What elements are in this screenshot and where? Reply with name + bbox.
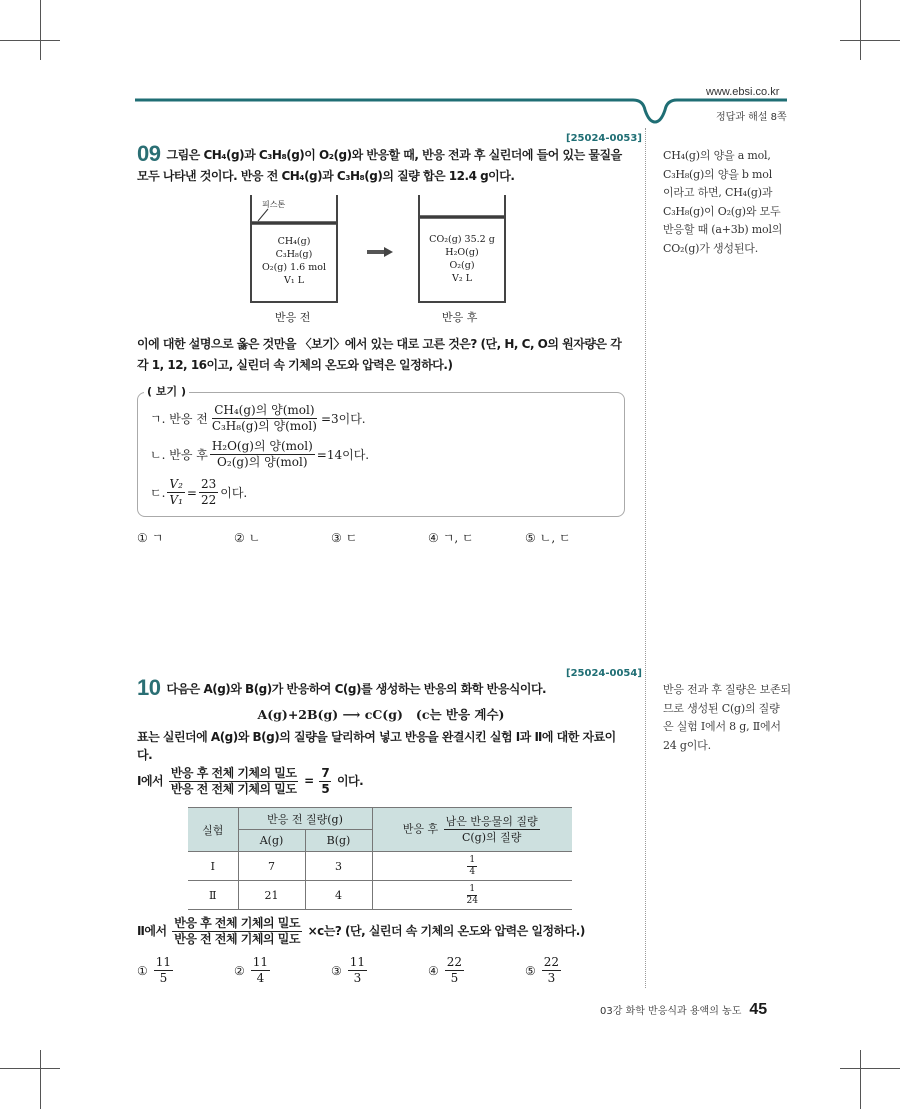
fraction [210,439,315,470]
page-number: 45 [749,1001,768,1018]
piston-pointer [256,207,270,223]
choice-4[interactable] [428,955,525,986]
equals: = [304,774,314,788]
answer-choices-9 [137,529,625,546]
caption-before: 반응 전 [275,311,311,324]
crop-mark [40,1050,41,1109]
question-code: [25024-0054] [566,668,642,679]
answer-reference: 정답과 해설 8쪽 [716,112,787,123]
question-number: 10 [137,675,161,700]
numerator: 22 [446,955,463,969]
cell-ratio [372,881,572,910]
question-10 [137,677,625,986]
site-url: www.ebsi.co.kr [706,86,780,98]
numerator: V₂ [169,477,183,491]
choice-3[interactable] [331,955,428,986]
denominator: 5 [159,971,168,985]
denominator: C(g)의 질량 [461,831,522,844]
denominator: V₁ [169,493,183,507]
hint-line: CH₄(g)의 양을 a mol, [663,149,771,162]
denominator: 5 [321,782,330,796]
choice-4[interactable] [428,529,525,546]
fraction [210,403,319,434]
question-9 [137,143,625,546]
numerator: 7 [321,766,330,780]
prompt-prefix: Ⅱ에서 [137,924,167,938]
denominator: O₂(g)의 양(mol) [217,455,308,469]
hint-10 [663,681,793,755]
cell-b: 3 [305,852,372,881]
numerator: 반응 후 전체 기체의 밀도 [174,916,300,930]
numerator: 22 [543,955,560,969]
denominator: 3 [547,971,556,985]
denominator: 반응 전 전체 기체의 밀도 [174,932,300,946]
species: CO₂(g) 35.2 g [429,234,495,245]
arrow-icon [367,247,393,257]
choice-mark: ③ [331,530,342,545]
hint-line: CO₂(g)가 생성된다. [663,241,758,255]
question-9-prompt [137,334,625,376]
species: O₂(g) 1.6 mol [261,262,326,273]
hint-9 [663,147,793,258]
cell-experiment: Ⅱ [188,881,238,910]
prompt-suffix: ×c는? (단, 실린더 속 기체의 온도와 압력은 일정하다.) [307,924,585,938]
header-mass-before: 반응 전 질량(g) [238,808,372,830]
fraction [154,955,173,986]
piston [420,215,504,219]
fraction [169,766,299,797]
stem-line: 그림은 CH₄(g)과 C₃H₈(g)이 O₂(g)와 반응할 때, 반응 전과 후 실린더에 들어 있는 물질을 [166,148,622,162]
denominator: 5 [450,971,459,985]
choice-5[interactable] [525,955,622,986]
numerator: 11 [252,955,269,969]
fraction [542,955,561,986]
question-10-prompt [137,916,625,947]
volume: V₂ L [452,273,472,284]
numerator: H₂O(g)의 양(mol) [211,439,313,453]
species: CH₄(g) [277,236,311,247]
crop-mark [860,0,861,60]
bogi-box [137,385,625,517]
species: H₂O(g) [445,247,479,258]
crop-mark [40,0,41,60]
fraction [172,916,302,947]
numerator: 11 [155,955,172,969]
crop-mark [0,40,60,41]
cylinder-diagram [250,195,495,330]
denominator: 4 [256,971,265,985]
fraction [199,477,218,508]
question-9-stem [137,143,625,187]
hint-line: 24 g이다. [663,738,711,752]
prompt-line: 이에 대한 설명으로 옳은 것만을 〈보기〉에서 있는 대로 고른 것은? (단, H, C, O의 원자량은 각각 1, 12, [137,337,622,372]
cell-experiment: Ⅰ [188,852,238,881]
equals: = [186,485,197,500]
fraction [465,884,480,907]
bogi-item-2 [150,439,369,470]
choice-text: ㄱ, ㄷ [442,531,474,545]
footer [600,1001,767,1019]
choice-1[interactable] [137,529,234,546]
choice-text: ㄴ [248,531,261,545]
header-b: B(g) [305,830,372,852]
numerator: 남은 반응물의 질량 [445,815,538,828]
table-row [188,852,572,881]
species: C₃H₈(g) [275,249,313,260]
margin-divider [645,128,646,988]
choice-mark: ④ [428,530,439,545]
denominator: 22 [200,493,217,507]
fraction [319,766,331,797]
fraction [467,855,477,878]
denominator: 24 [466,895,478,906]
numerator: 1 [469,883,476,894]
choice-mark: ② [234,530,245,545]
choice-2[interactable] [234,955,331,986]
numerator: 11 [349,955,366,969]
chapter-title: 03강 화학 반응식과 용액의 농도 [600,1006,742,1017]
cell-a: 21 [238,881,305,910]
numerator: 1 [469,854,476,865]
table-row [188,881,572,910]
cell-ratio [372,852,572,881]
bogi-title-text: 보기 [155,385,178,398]
cell-a: 7 [238,852,305,881]
numerator: 반응 후 전체 기체의 밀도 [170,766,297,780]
item-suffix: =3이다. [320,412,366,426]
cond-suffix: 이다. [336,774,364,788]
header-after-label: 반응 후 [402,822,439,836]
item-prefix: ㄷ. [150,486,166,500]
hint-line: 반응 전과 후 질량은 보존되 [663,683,791,696]
choice-mark: ⑤ [525,530,536,545]
header-rule [135,96,787,126]
bogi-item-1 [150,403,366,434]
header-a: A(g) [238,830,305,852]
item-prefix: ㄱ. 반응 전 [150,412,208,426]
experiment-table [188,807,572,910]
choice-mark: ① [137,963,148,978]
choice-1[interactable] [137,955,234,986]
stem-line: 모두 나타낸 것이다. 반응 전 CH₄(g)과 C₃H₈(g)의 질량 합은 12.4 g이다. [137,169,515,183]
caption-after: 반응 후 [442,311,478,324]
hint-line: C₃H₈(g)의 양을 b mol [663,167,773,181]
choice-5[interactable] [525,529,622,546]
choice-text: ㄱ [151,531,164,545]
header-experiment: 실험 [188,808,238,852]
crop-mark [840,1068,900,1069]
hint-line: C₃H₈(g)이 O₂(g)와 모두 [663,204,781,218]
contents-after [420,233,504,285]
fraction [445,955,464,986]
fraction [251,955,270,986]
hint-line: 은 실험 Ⅰ에서 8 g, Ⅱ에서 [663,720,781,733]
crop-mark [840,40,900,41]
stem-line: 다음은 A(g)와 B(g)가 반응하여 C(g)를 생성하는 반응의 화학 반응식이다. [166,682,547,696]
item-suffix: 이다. [220,486,248,500]
numerator: 23 [200,477,217,491]
cell-b: 4 [305,881,372,910]
choice-mark: ② [234,963,245,978]
choice-mark: ③ [331,963,342,978]
choice-mark: ⑤ [525,963,536,978]
hint-line: 반응할 때 (a+3b) mol의 [663,223,783,236]
fraction [348,955,367,986]
fraction [167,477,184,508]
choice-text: ㄴ, ㄷ [539,531,571,545]
choice-2[interactable] [234,529,331,546]
denominator: 4 [469,866,476,877]
header-after [372,808,572,852]
choice-text: ㄷ [345,531,358,545]
fraction [444,814,540,845]
prompt-line: 16이고, 실린더 속 기체의 온도와 압력은 일정하다.) [190,358,453,372]
condition-line [137,766,625,797]
crop-mark [0,1068,60,1069]
choice-mark: ① [137,530,148,545]
denominator: 3 [353,971,362,985]
question-10-stem [137,677,625,700]
question-code: [25024-0053] [566,133,642,144]
question-10-table-intro: 표는 실린더에 A(g)와 B(g)의 질량을 달리하여 넣고 반응을 완결시킨 실험 Ⅰ과 Ⅱ에 대한 자료이다. [137,730,616,762]
cond-prefix: Ⅰ에서 [137,774,164,788]
bogi-item-3 [150,477,247,508]
piston-label: 피스톤 [262,200,286,209]
hint-line: 므로 생성된 C(g)의 질량 [663,701,780,715]
question-number: 09 [137,141,161,166]
numerator: CH₄(g)의 양(mol) [214,403,315,417]
item-prefix: ㄴ. 반응 후 [150,448,208,462]
volume: V₁ L [284,275,304,286]
species: O₂(g) [449,260,475,271]
crop-mark [860,1050,861,1109]
contents-before [252,235,336,287]
bogi-title: ( 보기 ) [144,385,189,399]
cylinder-after [418,195,506,303]
answer-choices-10 [137,955,625,986]
choice-3[interactable] [331,529,428,546]
choice-mark: ④ [428,963,439,978]
denominator: 반응 전 전체 기체의 밀도 [170,782,297,796]
denominator: C₃H₈(g)의 양(mol) [211,419,317,433]
chemical-equation: A(g)+2B(g) ⟶ cC(g) (c는 반응 계수) [257,707,505,722]
hint-line: 이라고 하면, CH₄(g)과 [663,186,773,199]
item-suffix: =14이다. [316,448,370,462]
